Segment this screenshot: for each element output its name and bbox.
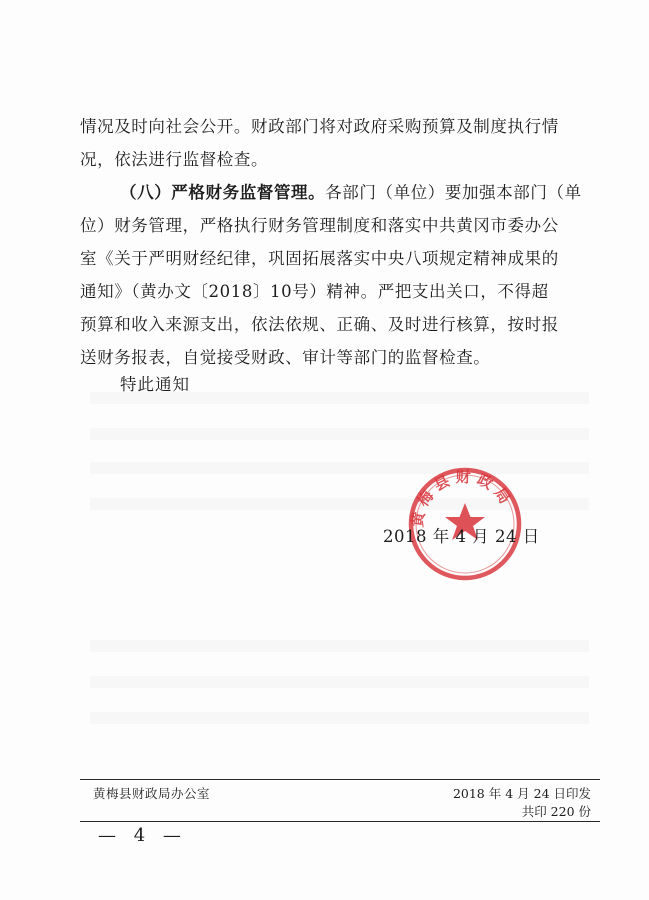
seal-text: 黄梅县财政局 — [408, 468, 517, 529]
footer-issuer: 黄梅县财政局办公室 — [93, 786, 211, 801]
paragraph-line — [80, 176, 580, 209]
paragraph-line: 情况及时向社会公开。财政部门将对政府采购预算及制度执行情 — [80, 117, 559, 136]
paragraph-line: 室《关于严明财经纪律，巩固拓展落实中央八项规定精神成果的 — [80, 249, 559, 268]
closing-text: 特此通知 — [120, 375, 190, 394]
paragraph-line: 位）财务管理，严格执行财务管理制度和落实中共黄冈市委办公 — [80, 216, 559, 235]
paragraph-line: 通知》（黄办文〔2018〕10号）精神。严把支出关口，不得超 — [80, 282, 549, 301]
footer-copies: 共印 220 份 — [521, 804, 591, 819]
footer-bottom-rule — [80, 821, 600, 822]
document-date: 2018 年 4 月 24 日 — [383, 527, 540, 546]
paragraph-line: 预算和收入来源支出，依法依规、正确、及时进行核算，按时报 — [80, 315, 559, 334]
body-text — [80, 110, 580, 374]
paragraph-line: 况，依法进行监督检查。 — [80, 150, 269, 169]
paragraph-line: 送财务报表，自觉接受财政、审计等部门的监督检查。 — [80, 348, 491, 367]
footer-top-rule — [80, 779, 600, 780]
bleed-through-mark — [90, 712, 589, 724]
bleed-through-mark — [90, 640, 589, 652]
page-number: — 4 — — [98, 825, 187, 846]
bleed-through-mark — [90, 676, 589, 688]
bleed-through-mark — [90, 428, 589, 440]
paragraph-text: 各部门（单位）要加强本部门（单 — [325, 183, 582, 202]
footer-print-date: 2018 年 4 月 24 日印发 — [452, 786, 591, 801]
section-heading: （八）严格财务监督管理。 — [120, 183, 326, 202]
